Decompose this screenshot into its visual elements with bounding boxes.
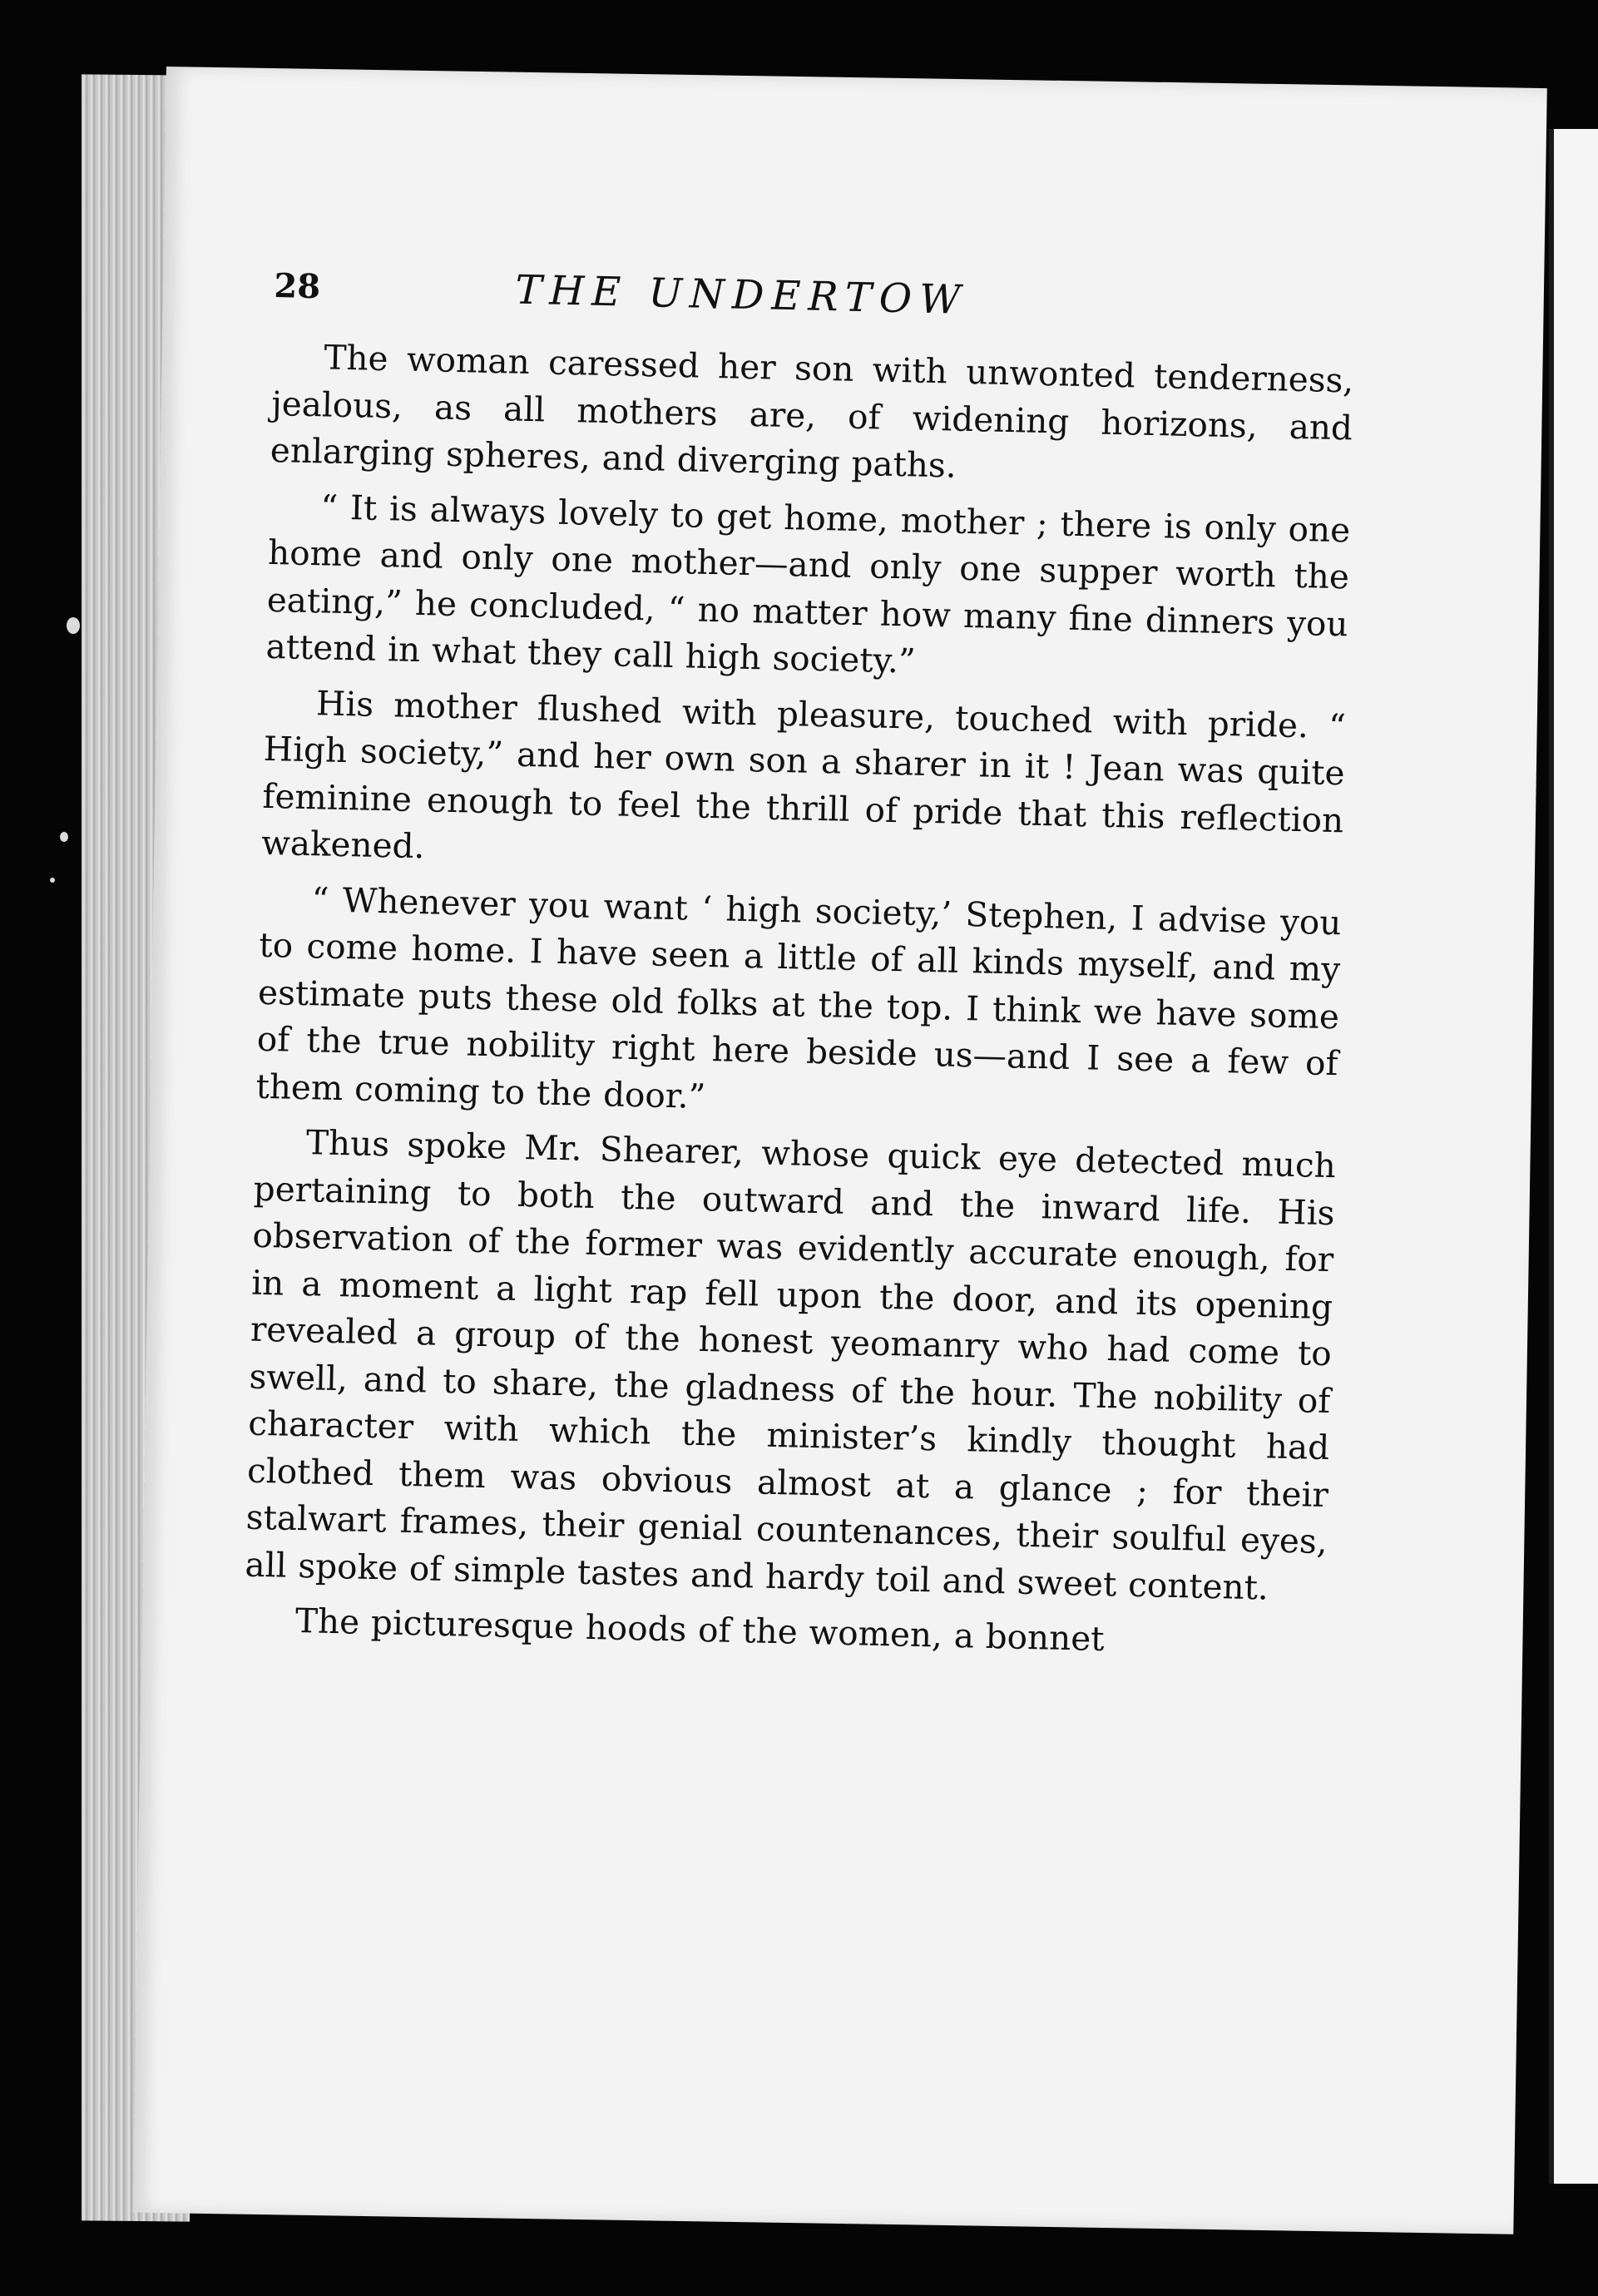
running-title: THE UNDERTOW [514,266,969,324]
paragraph: The woman caressed her son with unwonted tenderness, jealous, as all mothers are, of widening horizons, and enlarging spheres, and diverging paths. [270,337,1354,486]
paragraph: His mother flushed with pleasure, touched with pride. “ High society,” and her own son a sharer in it ! Jean was quite feminine enough to feel the thrill of pride that this reflection wakened. [260,682,1347,867]
facing-page-edge [1549,129,1598,2184]
paragraph: “ Whenever you want ‘ high society,’ Stephen, I advise you to come home. I have seen a little of all kinds myself, and my estimate puts these old folks at the top. I think we have some of the true nobility right here beside us—and I see a few of them coming to the door.” [255,878,1342,1116]
paragraph: Thus spoke Mr. Shearer, whose quick eye detected much pertaining to both the outward and the inward life. His observation of the former was evidently accurate enough, for in a moment a light rap fell upon the door, and its opening revealed a group of the honest yeomanry who had come to swell, and to share, the gladness of the hour. The nobility of character with which the minister’s kindly thought had clothed them was obvious almost at a glance ; for their stalwart frames, their genial countenances, their soulful eyes, all spoke of simple tastes and hardy toil and sweet content. [245,1122,1337,1608]
paragraph: “ It is always lovely to get home, mother ; there is only one home and only one mother—and only one supper worth the eating,” he concluded, “ no matter how many fine dinners you attend in what they call high society.” [265,486,1351,681]
dust-speck [50,878,55,883]
paragraph: The picturesque hoods of the women, a bonnet [294,1600,1106,1660]
dust-speck [60,832,68,842]
dust-speck [67,617,80,634]
page-content [243,266,1355,1668]
page-number: 28 [273,266,321,307]
